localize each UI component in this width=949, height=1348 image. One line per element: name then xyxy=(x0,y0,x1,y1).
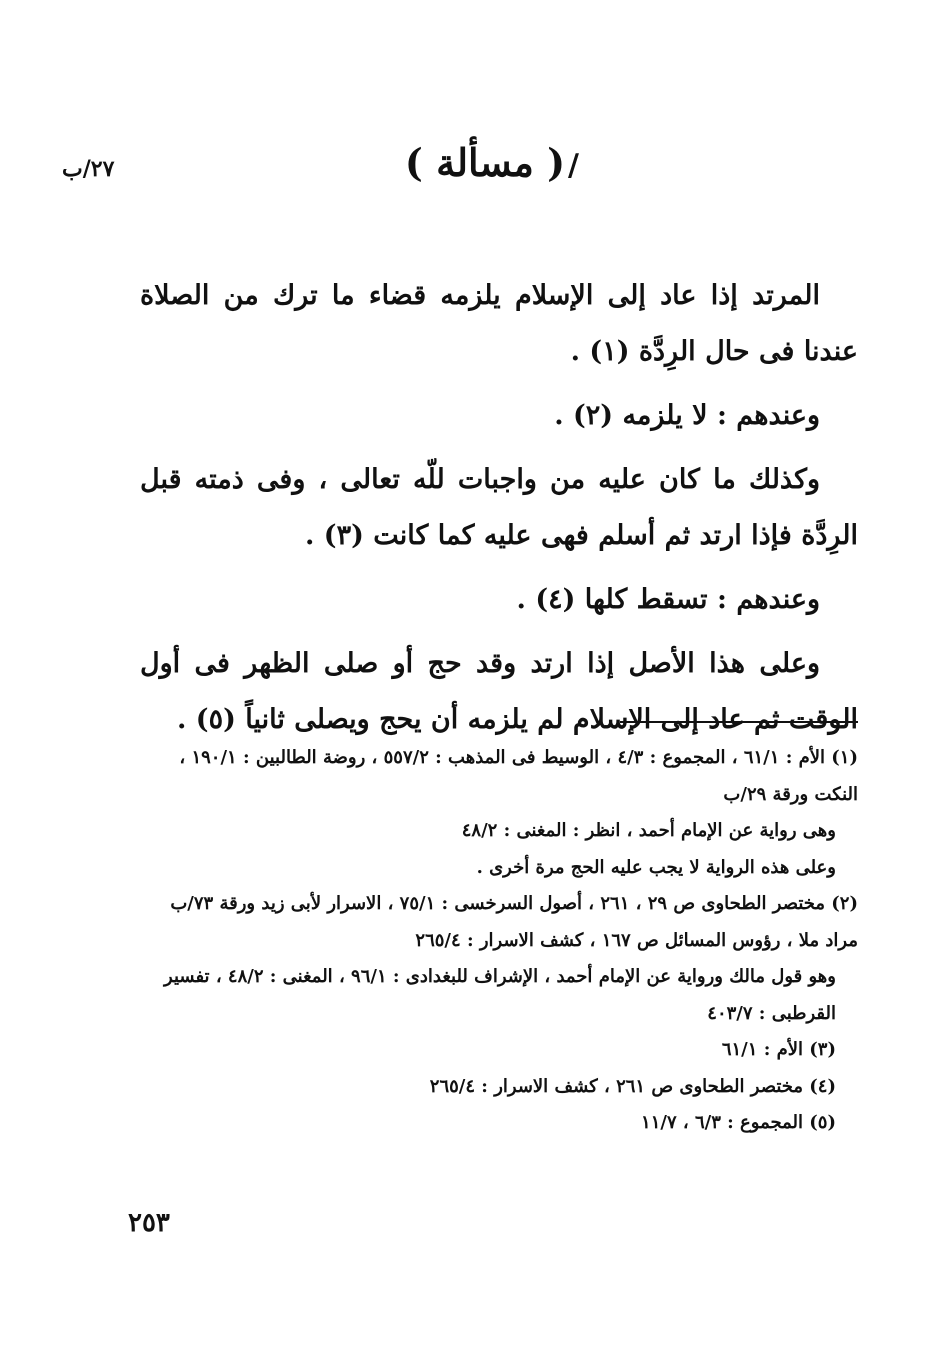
footnote-1-note-b: وعلى هذه الرواية لا يجب عليه الحج مرة أخرى . xyxy=(476,856,836,878)
footnote-2-note: وهو قول مالك ورواية عن الإمام أحمد ، الإشراف للبغدادى : ٩٦/١ ، المغنى : ٤٨/٢ ، تفسير القرطبى : ٤٠٣/٧ xyxy=(164,966,836,1024)
section-title: ( مسألة ) xyxy=(404,140,566,185)
footnote-3: (٣) الأم : ٦١/١ xyxy=(721,1039,836,1060)
page-number: ٢٥٣ xyxy=(128,1208,170,1238)
body-paragraph-5: وعلى هذا الأصل إذا ارتد وقد حج أو صلى الظهر فى أول الوقت ثم عاد إلى الإسلام لم يلزمه أن يحج ويصلى ثانياً (٥) . xyxy=(140,648,858,735)
footnote-1-note-a: وهى رواية عن الإمام أحمد ، انظر : المغنى : ٤٨/٢ xyxy=(461,820,836,841)
footnote-5: (٥) المجموع : ٦/٣ ، ١١/٧ xyxy=(641,1112,836,1133)
body-paragraph-3: وكذلك ما كان عليه من واجبات للّه تعالى ، وفى ذمته قبل الرِدَّة فإذا ارتد ثم أسلم فهى عليه كما كانت (٣) . xyxy=(140,464,858,551)
body-paragraph-2: وعندهم : لا يلزمه (٢) . xyxy=(554,400,820,431)
main-text xyxy=(140,268,858,756)
footnote-divider xyxy=(620,721,858,723)
body-paragraph-4: وعندهم : تسقط كلها (٤) . xyxy=(516,584,820,615)
title-folio-slash: / xyxy=(568,148,579,183)
footnotes xyxy=(140,740,858,1142)
footnote-2: (٢) مختصر الطحاوى ص ٢٩ ، ٢٦١ ، أصول السرخسى : ٧٥/١ ، الاسرار لأبى زيد ورقة ٧٣/ب مراد ملا ، رؤوس المسائل ص ١٦٧ ، كشف الاسرار : ٢٦٥/٤ xyxy=(170,893,858,951)
body-paragraph-1: المرتد إذا عاد إلى الإسلام يلزمه قضاء ما ترك من الصلاة عندنا فى حال الرِدَّة (١) . xyxy=(140,280,858,367)
margin-folio-reference: ٢٧/ب xyxy=(62,156,115,182)
footnote-4: (٤) مختصر الطحاوى ص ٢٦١ ، كشف الاسرار : ٢٦٥/٤ xyxy=(429,1075,836,1097)
footnote-1: (١) الأم : ٦١/١ ، المجموع : ٤/٣ ، الوسيط فى المذهب : ٥٥٧/٢ ، روضة الطالبين : ١٩٠/١ ، النكت ورقة ٢٩/ب xyxy=(179,747,858,805)
